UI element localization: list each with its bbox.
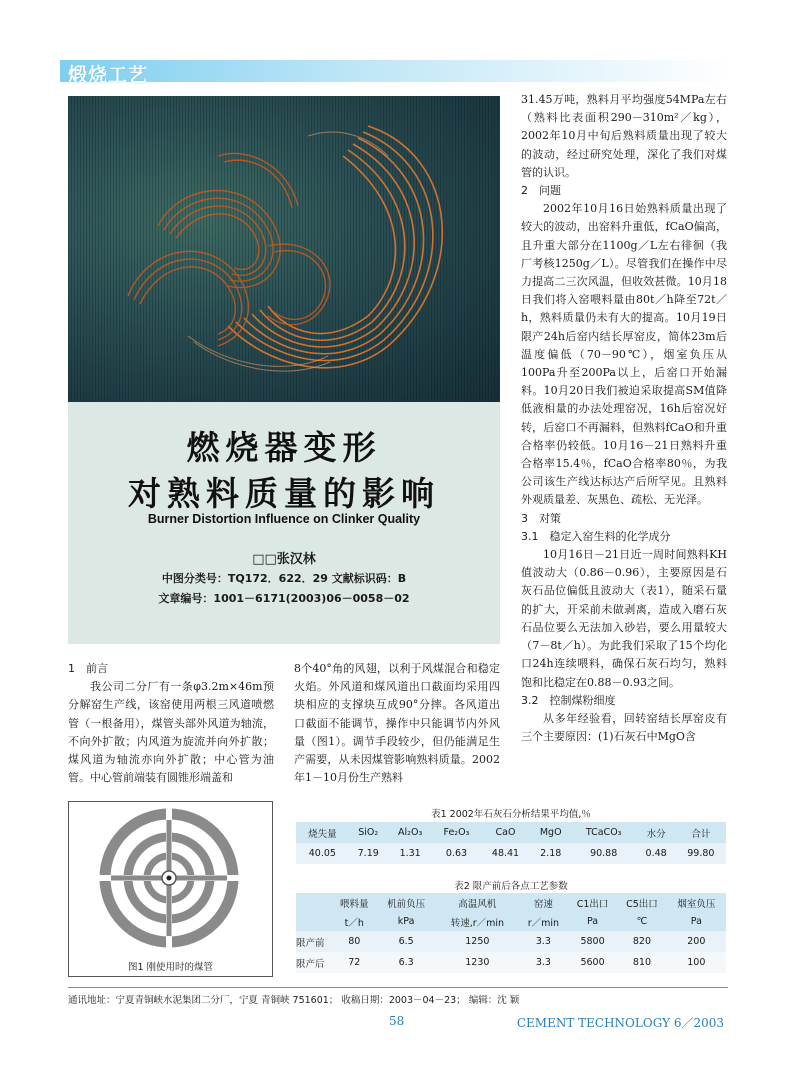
table-cell: 1250 [436, 931, 519, 952]
hero-image [68, 96, 500, 402]
header-bar [60, 60, 730, 82]
table-row-label: 限产前 [296, 931, 332, 952]
table2-title: 表2 限产前后各点工艺参数 [454, 881, 568, 892]
english-title: Burner Distortion Influence on Clinker Quality [147, 512, 421, 526]
table-header: 窑速 [519, 893, 568, 912]
table-header: 喂料量 [332, 893, 376, 912]
paragraph: 31.45万吨，熟料月平均强度54MPa左右（熟料比表面积290－310m²／kg），2002年10月中旬后熟料质量出现了较大的波动，经过研究处理，深化了我们对煤管的认识。 [521, 93, 727, 179]
table1 [296, 822, 726, 864]
table-cell: 3.3 [519, 931, 568, 952]
body-column-right [521, 91, 727, 746]
paragraph: 2002年10月16日始熟料质量出现了较大的波动，出窑料升重低，fCaO偏高，且升重大部分在1100g／L左右徘徊（我厂考核1250g／L）。尽管我们在操作中尽力提高二三次风温，但收效甚微。10月18日我们将入窑喂料量由80t／h降至72t／h，熟料质量仍未有大的提高。10月19日限产24h后窑内结长厚窑皮，简体23m后温度偏低（70－90℃），烟室负压从100Pa升至200Pa以上，后窑口开始漏料。10月20日我们被迫采取提高SM值降低液相量的办法处理窑况，16h后窑况好转，后窑口不再漏料，但熟料fCaO和升重合格率仍较低。10月16－21日熟料升重合格率15.4％，fCaO合格率80％，为我公司该生产线达标达产后所罕见。且熟料外观质量差、灰黑色、疏松、无光泽。 [521, 202, 727, 507]
figure-caption: 图1 刚使用时的煤管 [127, 962, 214, 973]
subsection-heading: 3.1 稳定入窑生料的化学成分 [521, 529, 671, 543]
paragraph: 8个40°角的风翅，以利于风煤混合和稳定火焰。外风道和煤风道出口截面均采用四块相应的支撑块互成90°分摔。各风道出口截面不能调节，操作中只能调节内外风量（图1）。调节手段较少，但仍能满足生产需要，从未因煤管影响熟料质量。2002年1－10月份生产熟料 [294, 662, 500, 785]
table-cell: 1.31 [388, 843, 433, 864]
table-header [296, 893, 332, 912]
section-title: 煅烧工艺 [68, 64, 149, 86]
title-panel [68, 402, 500, 644]
table-header: CaO [480, 822, 530, 843]
table-header: TCaCO₃ [571, 822, 637, 843]
author: □□张汉林 [252, 552, 316, 567]
table-cell: 90.88 [571, 843, 637, 864]
article-title-line1: 燃烧器变形 [186, 428, 382, 467]
table1-title: 表1 2002年石灰石分析结果平均值,％ [431, 809, 591, 820]
subsection-heading: 3.2 控制煤粉细度 [521, 693, 616, 707]
flame-swirl-graphic [68, 96, 500, 402]
table-cell: 6.3 [376, 952, 435, 973]
table-row-label: 限产后 [296, 952, 332, 973]
table2 [296, 893, 726, 973]
table-cell: 80 [332, 931, 376, 952]
burner-cross-section-diagram [69, 802, 274, 962]
table-header: C5出口 [617, 893, 666, 912]
table-header: 机前负压 [376, 893, 435, 912]
journal-name: CEMENT TECHNOLOGY 6／2003 [516, 1016, 724, 1030]
body-column-left [68, 660, 274, 787]
section-heading: 2 问题 [521, 184, 561, 198]
table-header: SiO₂ [349, 822, 388, 843]
table-cell: 0.63 [433, 843, 481, 864]
table-header: 高温风机 [436, 893, 519, 912]
figure-1 [68, 801, 273, 977]
table-unit: t／h [332, 912, 376, 931]
section-heading: 1 前言 [68, 662, 108, 675]
table-unit: r／min [519, 912, 568, 931]
table-cell: 810 [617, 952, 666, 973]
paragraph: 从多年经验看，回转窑结长厚窑皮有三个主要原因：(1)石灰石中MgO含 [521, 711, 727, 744]
table-unit: Pa [667, 912, 726, 931]
footer-divider [68, 987, 728, 988]
footer-address: 通讯地址：宁夏青铜峡水泥集团二分厂，宁夏 青铜峡 751601； 收稿日期：2003－04－23； 编辑：沈 颖 [68, 995, 520, 1006]
table-cell: 3.3 [519, 952, 568, 973]
table-cell: 0.48 [637, 843, 676, 864]
table-cell: 100 [667, 952, 726, 973]
paragraph: 我公司二分厂有一条φ3.2m×46m预分解窑生产线，该窑使用两根三风道喷燃管（一根备用），煤管头部外风道为轴流，不向外扩散；内风道为旋流并向外扩散；煤风道为轴流亦向外扩散；中心管为油管。中心管前端装有圆锥形端盖和 [68, 680, 274, 785]
table-header: 合计 [676, 822, 726, 843]
table-header: 烟室负压 [667, 893, 726, 912]
table-cell: 7.19 [349, 843, 388, 864]
table-header: C1出口 [568, 893, 617, 912]
table-cell: 6.5 [376, 931, 435, 952]
table-cell: 2.18 [531, 843, 571, 864]
section-heading: 3 对策 [521, 511, 561, 525]
table-header: MgO [531, 822, 571, 843]
body-column-middle [294, 660, 500, 787]
table-cell: 1230 [436, 952, 519, 973]
page-number: 58 [389, 1014, 405, 1028]
table-cell: 5600 [568, 952, 617, 973]
article-number: 文章编号：1001－6171(2003)06－0058－02 [158, 592, 410, 605]
table-cell: 99.80 [676, 843, 726, 864]
table-header: 水分 [637, 822, 676, 843]
article-title-line2: 对熟料质量的影响 [128, 474, 440, 513]
table-cell: 40.05 [296, 843, 349, 864]
table-header: 烧失量 [296, 822, 349, 843]
table-unit: Pa [568, 912, 617, 931]
table-header: Al₂O₃ [388, 822, 433, 843]
table-cell: 72 [332, 952, 376, 973]
table-header: Fe₂O₃ [433, 822, 481, 843]
paragraph: 10月16日－21日近一周时间熟料KH值波动大（0.86－0.96），主要原因是石灰石品位偏低且波动大（表1），随采石量的扩大，开采前未做剥离，造成入磨石灰石品位要么无法加入砂岩，要么用量较大（7－8t／h）。为此我们采取了15个均化口24h连续喂料，确保石灰石均匀，熟料饱和比稳定在0.88－0.93之间。 [521, 548, 727, 689]
table-unit: kPa [376, 912, 435, 931]
table-cell: 200 [667, 931, 726, 952]
classification-number: 中图分类号：TQ172．622．29 文献标识码：B [161, 572, 407, 585]
table-cell: 820 [617, 931, 666, 952]
table-cell: 48.41 [480, 843, 530, 864]
table-unit: ℃ [617, 912, 666, 931]
table-cell: 5800 [568, 931, 617, 952]
table-unit [296, 912, 332, 931]
table-unit: 转速,r／min [436, 912, 519, 931]
